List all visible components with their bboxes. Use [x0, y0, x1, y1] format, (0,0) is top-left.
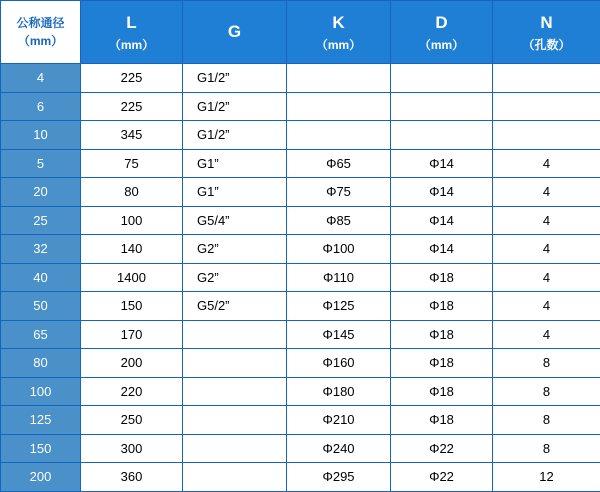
cell-n: 8 — [493, 406, 600, 435]
cell-nominal-diameter: 50 — [1, 292, 81, 321]
cell-g: G1/2” — [183, 121, 287, 150]
cell-g: G1” — [183, 149, 287, 178]
table-body — [1, 64, 600, 492]
cell-g: G5/2” — [183, 292, 287, 321]
column-header-unit: （mm） — [391, 36, 492, 54]
cell-nominal-diameter: 80 — [1, 349, 81, 378]
cell-d: Φ14 — [391, 178, 493, 207]
cell-k: Φ240 — [287, 434, 391, 463]
cell-nominal-diameter: 6 — [1, 92, 81, 121]
column-header-label: N — [493, 10, 600, 36]
cell-nominal-diameter: 25 — [1, 206, 81, 235]
table-row — [1, 92, 600, 121]
cell-d: Φ18 — [391, 292, 493, 321]
cell-l: 360 — [81, 463, 183, 492]
column-header-label: 公称通径 — [16, 16, 64, 30]
cell-k: Φ125 — [287, 292, 391, 321]
table-row — [1, 178, 600, 207]
cell-k — [287, 121, 391, 150]
table-row — [1, 320, 600, 349]
cell-nominal-diameter: 125 — [1, 406, 81, 435]
column-header-k — [287, 1, 391, 64]
header-row — [1, 1, 600, 64]
column-header-l — [81, 1, 183, 64]
cell-n: 4 — [493, 235, 600, 264]
cell-nominal-diameter: 100 — [1, 377, 81, 406]
column-header-unit: （mm） — [287, 36, 390, 54]
cell-l: 150 — [81, 292, 183, 321]
cell-l: 170 — [81, 320, 183, 349]
cell-g: G5/4” — [183, 206, 287, 235]
cell-k: Φ180 — [287, 377, 391, 406]
cell-n: 4 — [493, 292, 600, 321]
cell-n: 8 — [493, 377, 600, 406]
column-header-unit: （孔数） — [493, 36, 600, 54]
cell-l: 225 — [81, 92, 183, 121]
table-row — [1, 206, 600, 235]
cell-l: 80 — [81, 178, 183, 207]
cell-n — [493, 92, 600, 121]
cell-k: Φ110 — [287, 263, 391, 292]
cell-n: 8 — [493, 349, 600, 378]
cell-n — [493, 121, 600, 150]
cell-n: 8 — [493, 434, 600, 463]
cell-d: Φ14 — [391, 149, 493, 178]
cell-g — [183, 463, 287, 492]
cell-g: G1/2” — [183, 92, 287, 121]
cell-n: 4 — [493, 263, 600, 292]
table-header — [1, 1, 600, 64]
column-header-label: D — [391, 10, 492, 36]
cell-d: Φ22 — [391, 434, 493, 463]
table-row — [1, 463, 600, 492]
cell-g — [183, 320, 287, 349]
table-row — [1, 349, 600, 378]
cell-g — [183, 434, 287, 463]
table-row — [1, 263, 600, 292]
cell-g — [183, 377, 287, 406]
cell-g: G1/2” — [183, 64, 287, 93]
cell-d: Φ18 — [391, 320, 493, 349]
cell-nominal-diameter: 10 — [1, 121, 81, 150]
cell-k — [287, 92, 391, 121]
cell-g — [183, 406, 287, 435]
column-header-d — [391, 1, 493, 64]
cell-nominal-diameter: 4 — [1, 64, 81, 93]
cell-n: 4 — [493, 149, 600, 178]
cell-k: Φ65 — [287, 149, 391, 178]
cell-l: 1400 — [81, 263, 183, 292]
table-row — [1, 121, 600, 150]
cell-nominal-diameter: 40 — [1, 263, 81, 292]
cell-n: 12 — [493, 463, 600, 492]
cell-d — [391, 121, 493, 150]
cell-nominal-diameter: 65 — [1, 320, 81, 349]
table-row — [1, 149, 600, 178]
cell-d: Φ18 — [391, 349, 493, 378]
cell-l: 225 — [81, 64, 183, 93]
cell-n — [493, 64, 600, 93]
cell-d: Φ14 — [391, 235, 493, 264]
cell-n: 4 — [493, 178, 600, 207]
cell-d — [391, 64, 493, 93]
table-row — [1, 377, 600, 406]
cell-nominal-diameter: 150 — [1, 434, 81, 463]
cell-n: 4 — [493, 320, 600, 349]
cell-l: 345 — [81, 121, 183, 150]
cell-d: Φ22 — [391, 463, 493, 492]
cell-l: 100 — [81, 206, 183, 235]
column-header-label: G — [183, 19, 286, 45]
table-row — [1, 235, 600, 264]
cell-nominal-diameter: 32 — [1, 235, 81, 264]
cell-d: Φ18 — [391, 377, 493, 406]
cell-k: Φ75 — [287, 178, 391, 207]
cell-d: Φ18 — [391, 406, 493, 435]
column-header-nominal-diameter — [1, 1, 81, 64]
cell-g: G2” — [183, 263, 287, 292]
table-row — [1, 434, 600, 463]
cell-n: 4 — [493, 206, 600, 235]
column-header-unit: （mm） — [1, 32, 80, 50]
cell-g — [183, 349, 287, 378]
table-row — [1, 406, 600, 435]
cell-d — [391, 92, 493, 121]
cell-l: 250 — [81, 406, 183, 435]
cell-k: Φ160 — [287, 349, 391, 378]
cell-l: 300 — [81, 434, 183, 463]
cell-l: 140 — [81, 235, 183, 264]
cell-d: Φ18 — [391, 263, 493, 292]
cell-g: G1” — [183, 178, 287, 207]
cell-k: Φ85 — [287, 206, 391, 235]
cell-l: 220 — [81, 377, 183, 406]
column-header-g — [183, 1, 287, 64]
cell-k: Φ100 — [287, 235, 391, 264]
cell-nominal-diameter: 5 — [1, 149, 81, 178]
cell-k — [287, 64, 391, 93]
cell-nominal-diameter: 200 — [1, 463, 81, 492]
cell-d: Φ14 — [391, 206, 493, 235]
table-row — [1, 292, 600, 321]
cell-k: Φ295 — [287, 463, 391, 492]
cell-l: 75 — [81, 149, 183, 178]
column-header-label: K — [287, 10, 390, 36]
cell-k: Φ210 — [287, 406, 391, 435]
column-header-label: L — [81, 10, 182, 36]
cell-l: 200 — [81, 349, 183, 378]
column-header-unit: （mm） — [81, 36, 182, 54]
column-header-n — [493, 1, 600, 64]
table-row — [1, 64, 600, 93]
cell-nominal-diameter: 20 — [1, 178, 81, 207]
cell-k: Φ145 — [287, 320, 391, 349]
cell-g: G2” — [183, 235, 287, 264]
